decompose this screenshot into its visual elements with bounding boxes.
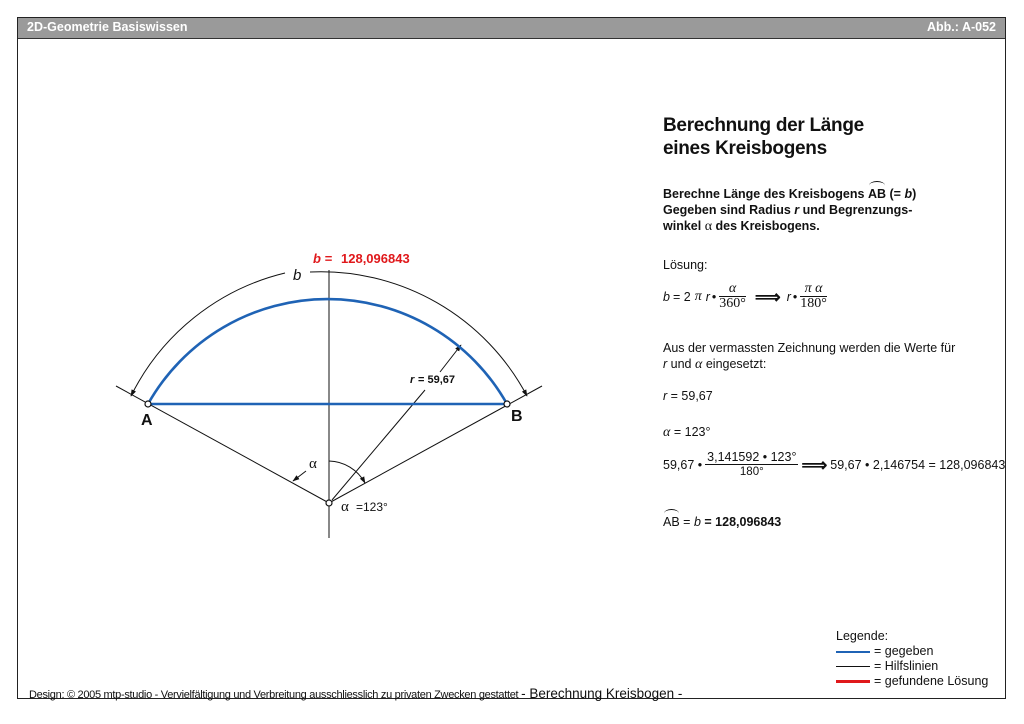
explanation-line-2 <box>663 356 955 373</box>
task-var-alpha: α <box>704 219 713 234</box>
calc-fraction <box>705 450 798 479</box>
fraction-numerator: α <box>719 282 746 297</box>
final-arc-ab-symbol: AB <box>663 515 680 529</box>
task-line-1-close: ) <box>912 187 917 201</box>
calc-numerator: 3,141592 • 123° <box>707 450 797 464</box>
radius-label-var: r <box>410 374 415 386</box>
final-result <box>663 514 781 530</box>
point-a-label: A <box>141 412 153 429</box>
formula-dot: • <box>711 289 717 304</box>
fraction-denominator-2: 180° <box>800 296 827 311</box>
task-line-2-text: Gegeben sind Radius <box>663 203 791 217</box>
footer-topic: - Berechnung Kreisbogen - <box>521 686 683 701</box>
given-radius-value: = 59,67 <box>670 389 713 403</box>
calc-denominator: 180° <box>739 466 764 478</box>
task-line-3 <box>663 218 916 235</box>
task-var-r: r <box>794 203 800 217</box>
title-line-1: Berechnung der Länge <box>663 115 864 136</box>
radius-leader-line <box>332 390 425 500</box>
solution-label: Lösung: <box>663 258 708 272</box>
angle-value-symbol: α <box>341 499 349 515</box>
arc-ab-symbol: AB <box>867 187 886 201</box>
legend-swatch-helper <box>836 666 870 667</box>
legend <box>836 629 988 689</box>
explanation-und: und <box>670 357 692 371</box>
task-line-1-open: (= <box>889 187 901 201</box>
task-description <box>663 186 916 235</box>
fraction-pi-alpha-180 <box>800 282 827 311</box>
fraction-denominator: 360° <box>719 296 746 311</box>
legend-item-solution <box>836 674 988 689</box>
task-line-2-suffix: und Begrenzungs- <box>802 203 913 217</box>
legend-label-solution: = gefundene Lösung <box>874 674 989 688</box>
final-value: = 128,096843 <box>704 515 782 529</box>
legend-swatch-given <box>836 651 870 653</box>
task-line-1 <box>663 186 916 202</box>
calc-factor: 59,67 • <box>663 457 703 472</box>
result-label-value: 128,096843 <box>341 251 410 266</box>
given-angle <box>663 424 710 441</box>
explanation-line-1: Aus der vermassten Zeichnung werden die Werte für <box>663 341 956 355</box>
formula-pi: π <box>694 288 702 304</box>
legend-label-given: = gegeben <box>874 644 934 658</box>
explanation-var-r: r <box>663 357 668 371</box>
formula-eq-2: = 2 <box>672 289 691 304</box>
legend-item-helper <box>836 659 988 674</box>
given-radius-var: r <box>663 389 668 403</box>
footer <box>29 686 682 701</box>
given-angle-value: = 123° <box>673 425 711 439</box>
page-title <box>663 114 864 160</box>
radius-arrow <box>440 345 461 372</box>
figure-id: Abb.: A-052 <box>927 20 996 34</box>
task-line-1-text: Berechne Länge des Kreisbogens <box>663 187 865 201</box>
point-b-marker <box>504 401 510 407</box>
fraction-alpha-360 <box>719 282 746 311</box>
given-radius <box>663 388 713 404</box>
angle-arrow-left <box>293 471 306 481</box>
legend-swatch-solution <box>836 680 870 683</box>
final-eq: = <box>683 515 691 529</box>
arc-dimension-label: b <box>293 267 302 284</box>
point-a-marker <box>145 401 151 407</box>
task-line-2 <box>663 202 916 218</box>
explanation-var-alpha: α <box>695 357 703 372</box>
task-line-3-text: winkel <box>663 219 702 233</box>
explanation-suffix: eingesetzt: <box>705 357 767 371</box>
formula-dot-2: • <box>792 289 798 304</box>
center-point-marker <box>326 500 332 506</box>
formula-r: r <box>705 289 710 304</box>
formula-r-2: r <box>786 289 791 304</box>
angle-arc-right <box>329 461 365 483</box>
final-var-b: b <box>693 515 701 529</box>
footer-credit: Design: © 2005 mtp-studio - Vervielfältigung und Verbreitung ausschliesslich zu privaten Zwecken gestattet <box>29 689 519 701</box>
task-var-b: b <box>904 187 913 201</box>
legend-item-given <box>836 644 988 659</box>
header-title: 2D-Geometrie Basiswissen <box>27 20 188 34</box>
result-label-var: b = <box>313 251 333 266</box>
implies-arrow-icon-2: ⟹ <box>801 454 828 475</box>
calc-result: 59,67 • 2,146754 = 128,096843 <box>830 457 1006 472</box>
arc-dimension-left <box>131 273 285 396</box>
implies-arrow-icon: ⟹ <box>754 286 781 307</box>
legend-title: Legende: <box>836 629 889 643</box>
calculation <box>663 450 1005 479</box>
radius-label-value: = 59,67 <box>418 374 456 386</box>
task-line-3-suffix: des Kreisbogens. <box>715 219 820 233</box>
given-angle-var: α <box>663 425 671 440</box>
fraction-numerator-2: π α <box>800 282 827 297</box>
angle-value-text: =123° <box>356 500 388 514</box>
circular-arc-ab <box>148 299 507 404</box>
general-formula <box>663 282 830 311</box>
legend-label-helper: = Hilfslinien <box>874 659 939 673</box>
angle-label: α <box>309 456 317 472</box>
formula-b: b <box>663 289 670 304</box>
title-line-2: eines Kreisbogens <box>663 138 827 159</box>
point-b-label: B <box>511 408 523 425</box>
explanation-text <box>663 340 955 373</box>
